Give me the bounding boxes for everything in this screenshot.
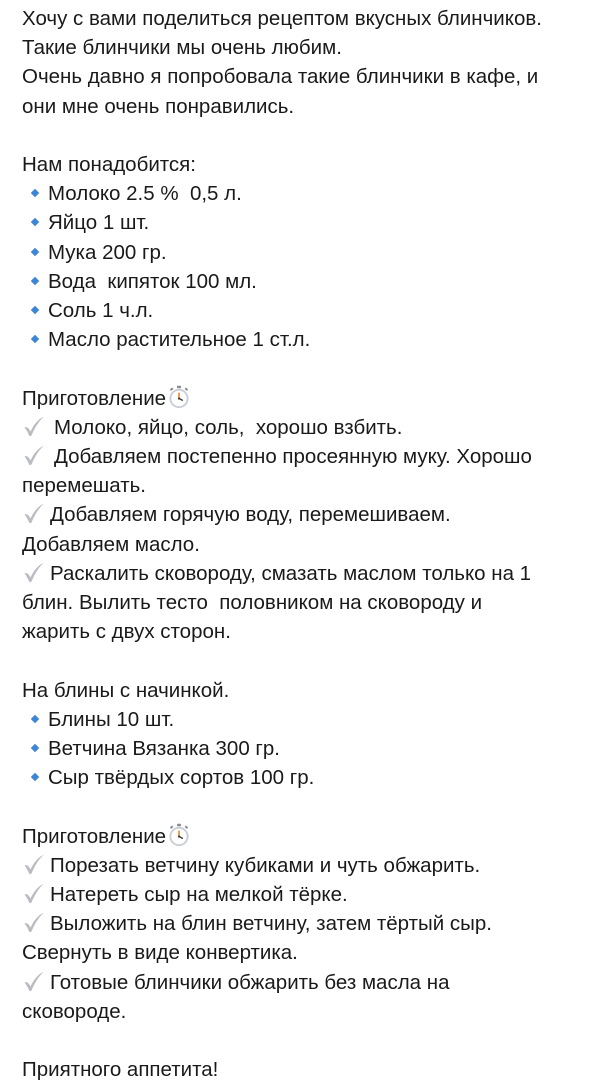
check-mark-icon bbox=[22, 853, 46, 875]
check-mark-icon bbox=[22, 415, 46, 437]
prep2-heading bbox=[22, 822, 607, 851]
small-blue-diamond-icon bbox=[31, 306, 39, 314]
check-mark-icon bbox=[22, 561, 46, 583]
small-blue-diamond-icon bbox=[31, 277, 39, 285]
filling-item bbox=[22, 705, 607, 734]
prep-step bbox=[22, 559, 607, 588]
small-blue-diamond-icon bbox=[31, 773, 39, 781]
prep-step-continuation: жарить с двух сторон. bbox=[22, 620, 231, 644]
paragraph-gap bbox=[22, 1026, 607, 1055]
filling-heading: На блины с начинкой. bbox=[22, 678, 230, 702]
check-mark-icon bbox=[22, 911, 46, 933]
prep-heading bbox=[22, 384, 607, 413]
filling-text: Блины 10 шт. bbox=[48, 707, 175, 731]
ingredient-text: Масло растительное 1 ст.л. bbox=[48, 328, 311, 352]
prep2-step bbox=[22, 880, 607, 909]
ingredient-item bbox=[22, 208, 607, 237]
paragraph-gap bbox=[22, 121, 607, 150]
ingredients-heading: Нам понадобится: bbox=[22, 153, 196, 176]
ingredient-item bbox=[22, 325, 607, 354]
filling-list bbox=[22, 705, 607, 793]
check-mark-icon bbox=[22, 444, 46, 466]
paragraph-gap bbox=[22, 792, 607, 821]
stopwatch-icon bbox=[167, 385, 191, 409]
check-mark-icon bbox=[22, 970, 46, 992]
prep2-step-text: Порезать ветчину кубиками и чуть обжарить. bbox=[50, 853, 481, 877]
paragraph-gap bbox=[22, 646, 607, 675]
small-blue-diamond-icon bbox=[31, 335, 39, 343]
ingredient-item bbox=[22, 179, 607, 208]
ingredient-text: Соль 1 ч.л. bbox=[48, 299, 154, 323]
ingredient-item bbox=[22, 296, 607, 325]
prep-step-text: Добавляем горячую воду, перемешиваем. bbox=[50, 503, 451, 527]
small-blue-diamond-icon bbox=[31, 715, 39, 723]
check-mark-icon bbox=[22, 882, 46, 904]
prep-step-text: Раскалить сковороду, смазать маслом только на 1 bbox=[50, 561, 532, 585]
ingredient-text: Мука 200 гр. bbox=[48, 240, 167, 264]
prep2-step-text: Готовые блинчики обжарить без масла на bbox=[50, 970, 450, 994]
small-blue-diamond-icon bbox=[31, 247, 39, 255]
prep2-step-continuation: Свернуть в виде конвертика. bbox=[22, 941, 298, 965]
filling-text: Ветчина Вязанка 300 гр. bbox=[48, 737, 280, 761]
prep-step-continuation: Добавляем масло. bbox=[22, 532, 200, 556]
prep-step-continuation: блин. Вылить тесто половником на сковороду и bbox=[22, 591, 483, 615]
ingredients-list bbox=[22, 179, 607, 354]
prep2-step-text: Натереть сыр на мелкой тёрке. bbox=[50, 883, 348, 907]
prep2-step bbox=[22, 909, 607, 938]
small-blue-diamond-icon bbox=[31, 218, 39, 226]
ingredient-text: Молоко 2.5 % 0,5 л. bbox=[48, 182, 242, 206]
prep-step bbox=[22, 413, 607, 442]
ingredient-item bbox=[22, 267, 607, 296]
paragraph-gap bbox=[22, 354, 607, 383]
prep-step-text: Молоко, яйцо, соль, хорошо взбить. bbox=[54, 415, 403, 439]
prep-step bbox=[22, 442, 607, 471]
prep-step-text: Добавляем постепенно просеянную муку. Хорошо bbox=[54, 445, 532, 469]
prep-step-continuation: перемешать. bbox=[22, 474, 146, 498]
prep-step bbox=[22, 500, 607, 529]
filling-item bbox=[22, 763, 607, 792]
prep2-step-continuation: сковороде. bbox=[22, 999, 127, 1023]
intro-line: Такие блинчики мы очень любим. bbox=[22, 36, 342, 60]
check-mark-icon bbox=[22, 502, 46, 524]
prep2-step bbox=[22, 968, 607, 997]
prep2-step bbox=[22, 851, 607, 880]
ingredient-item bbox=[22, 238, 607, 267]
filling-item bbox=[22, 734, 607, 763]
stopwatch-icon bbox=[167, 823, 191, 847]
prep-heading-text: Приготовление bbox=[22, 386, 167, 410]
intro-line: они мне очень понравились. bbox=[22, 94, 295, 118]
filling-text: Сыр твёрдых сортов 100 гр. bbox=[48, 766, 315, 790]
ingredient-text: Яйцо 1 шт. bbox=[48, 211, 150, 235]
small-blue-diamond-icon bbox=[31, 744, 39, 752]
recipe-post bbox=[22, 4, 607, 1084]
ingredient-text: Вода кипяток 100 мл. bbox=[48, 269, 257, 293]
small-blue-diamond-icon bbox=[31, 189, 39, 197]
intro-line: Очень давно я попробовала такие блинчики в кафе, и bbox=[22, 65, 539, 89]
prep2-step-text: Выложить на блин ветчину, затем тёртый сыр. bbox=[50, 912, 492, 936]
intro-line: Хочу с вами поделиться рецептом вкусных блинчиков. bbox=[22, 7, 542, 30]
closing-line: Приятного аппетита! bbox=[22, 1058, 219, 1082]
prep2-heading-text: Приготовление bbox=[22, 824, 167, 848]
